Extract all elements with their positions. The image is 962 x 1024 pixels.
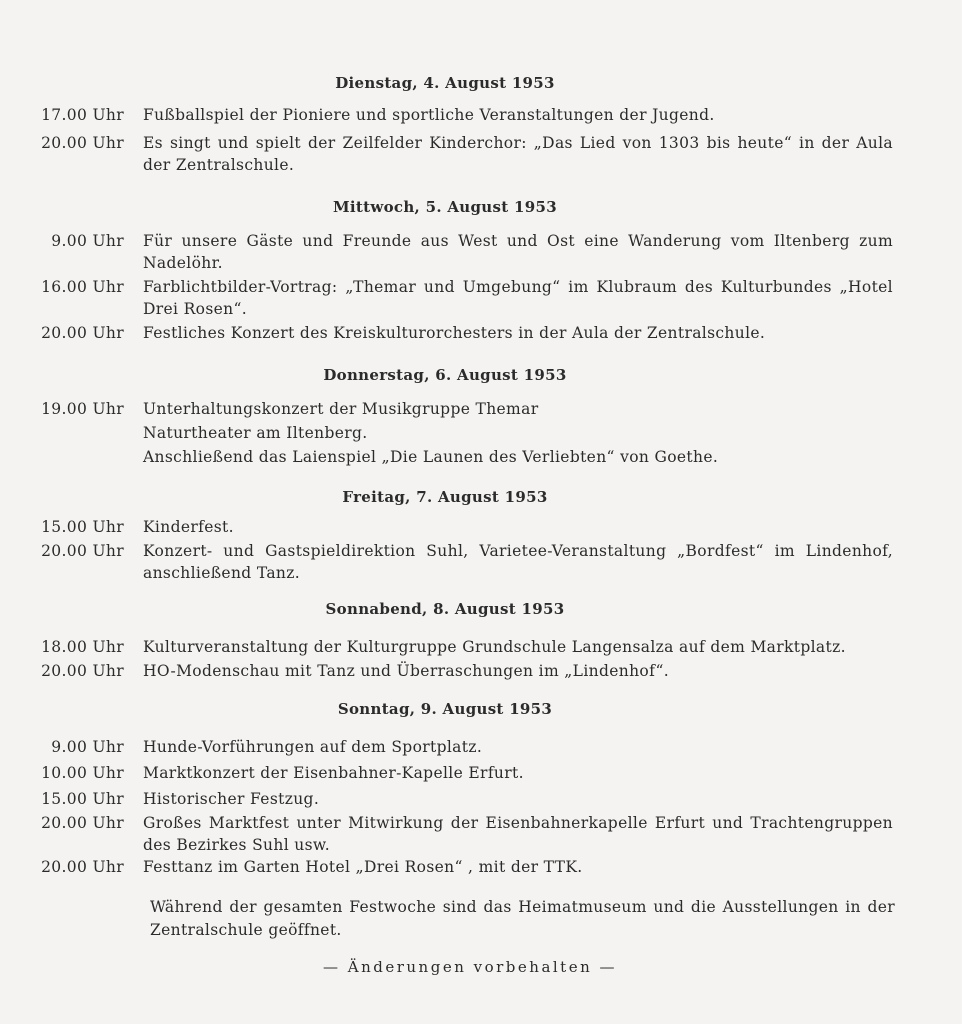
entry-text: Hunde-Vorführungen auf dem Sportplatz. [143,738,483,756]
entry-text: Für unsere Gäste und Freunde aus West und Ost eine Wanderung vom Iltenberg zum Nadelöhr. [143,232,893,272]
entry-time: 20.00 Uhr [41,814,124,832]
entry-time: 15.00 Uhr [41,518,124,536]
entry-text: Konzert- und Gastspieldirektion Suhl, Varietee-Veranstaltung „Bordfest“ im Lindenhof, anschließend Tanz. [143,542,893,582]
entry-time: 20.00 Uhr [41,134,124,152]
entry-time: 19.00 Uhr [41,400,124,418]
day-heading: Donnerstag, 6. August 1953 [323,366,567,384]
day-heading: Freitag, 7. August 1953 [342,488,548,506]
entry-text: Großes Marktfest unter Mitwirkung der Eisenbahnerkapelle Erfurt und Trachtengruppen des Bezirkes Suhl usw. [143,814,893,854]
entry-text: Fußballspiel der Pioniere und sportliche Veranstaltungen der Jugend. [143,106,715,124]
entry-time: 16.00 Uhr [41,278,124,296]
entry-time: 15.00 Uhr [41,790,124,808]
entry-time: 20.00 Uhr [41,324,124,342]
entry-text: Kulturveranstaltung der Kulturgruppe Grundschule Langensalza auf dem Marktplatz. [143,638,846,656]
entry-time: 9.00 Uhr [51,738,124,756]
day-heading: Sonnabend, 8. August 1953 [325,600,565,618]
entry-text: Unterhaltungskonzert der Musikgruppe Themar [143,400,539,418]
entry-text: Festtanz im Garten Hotel „Drei Rosen“ , mit der TTK. [143,858,583,876]
entry-time: 20.00 Uhr [41,542,124,560]
entry-time: 17.00 Uhr [41,106,124,124]
entry-time: 18.00 Uhr [41,638,124,656]
entry-time: 10.00 Uhr [41,764,124,782]
entry-text: Festliches Konzert des Kreiskulturorchesters in der Aula der Zentralschule. [143,324,766,342]
entry-time: 9.00 Uhr [51,232,124,250]
entry-text: Es singt und spielt der Zeilfelder Kinderchor: „Das Lied von 1303 bis heute“ in der Aula der Zentralschule. [143,134,893,174]
day-heading: Sonntag, 9. August 1953 [337,700,553,718]
entry-text: HO-Modenschau mit Tanz und Überraschungen im „Lindenhof“. [143,662,670,680]
day-heading: Dienstag, 4. August 1953 [335,74,555,92]
entry-text: Naturtheater am Iltenberg. [143,424,368,442]
entry-text: Farblichtbilder-Vortrag: „Themar und Umgebung“ im Klubraum des Kulturbundes „Hotel Drei Rosen“. [143,278,893,318]
day-heading: Mittwoch, 5. August 1953 [333,198,557,216]
entry-text: Anschließend das Laienspiel „Die Launen des Verliebten“ von Goethe. [143,448,719,466]
entry-text: Marktkonzert der Eisenbahner-Kapelle Erfurt. [143,764,524,782]
closing-note: Während der gesamten Festwoche sind das Heimatmuseum und die Ausstellungen in der Zentralschule geöffnet. [150,898,895,939]
footer-note: — Änderungen vorbehalten — [322,958,618,976]
entry-text: Kinderfest. [143,518,234,536]
entry-time: 20.00 Uhr [41,662,124,680]
entry-time: 20.00 Uhr [41,858,124,876]
entry-text: Historischer Festzug. [143,790,320,808]
